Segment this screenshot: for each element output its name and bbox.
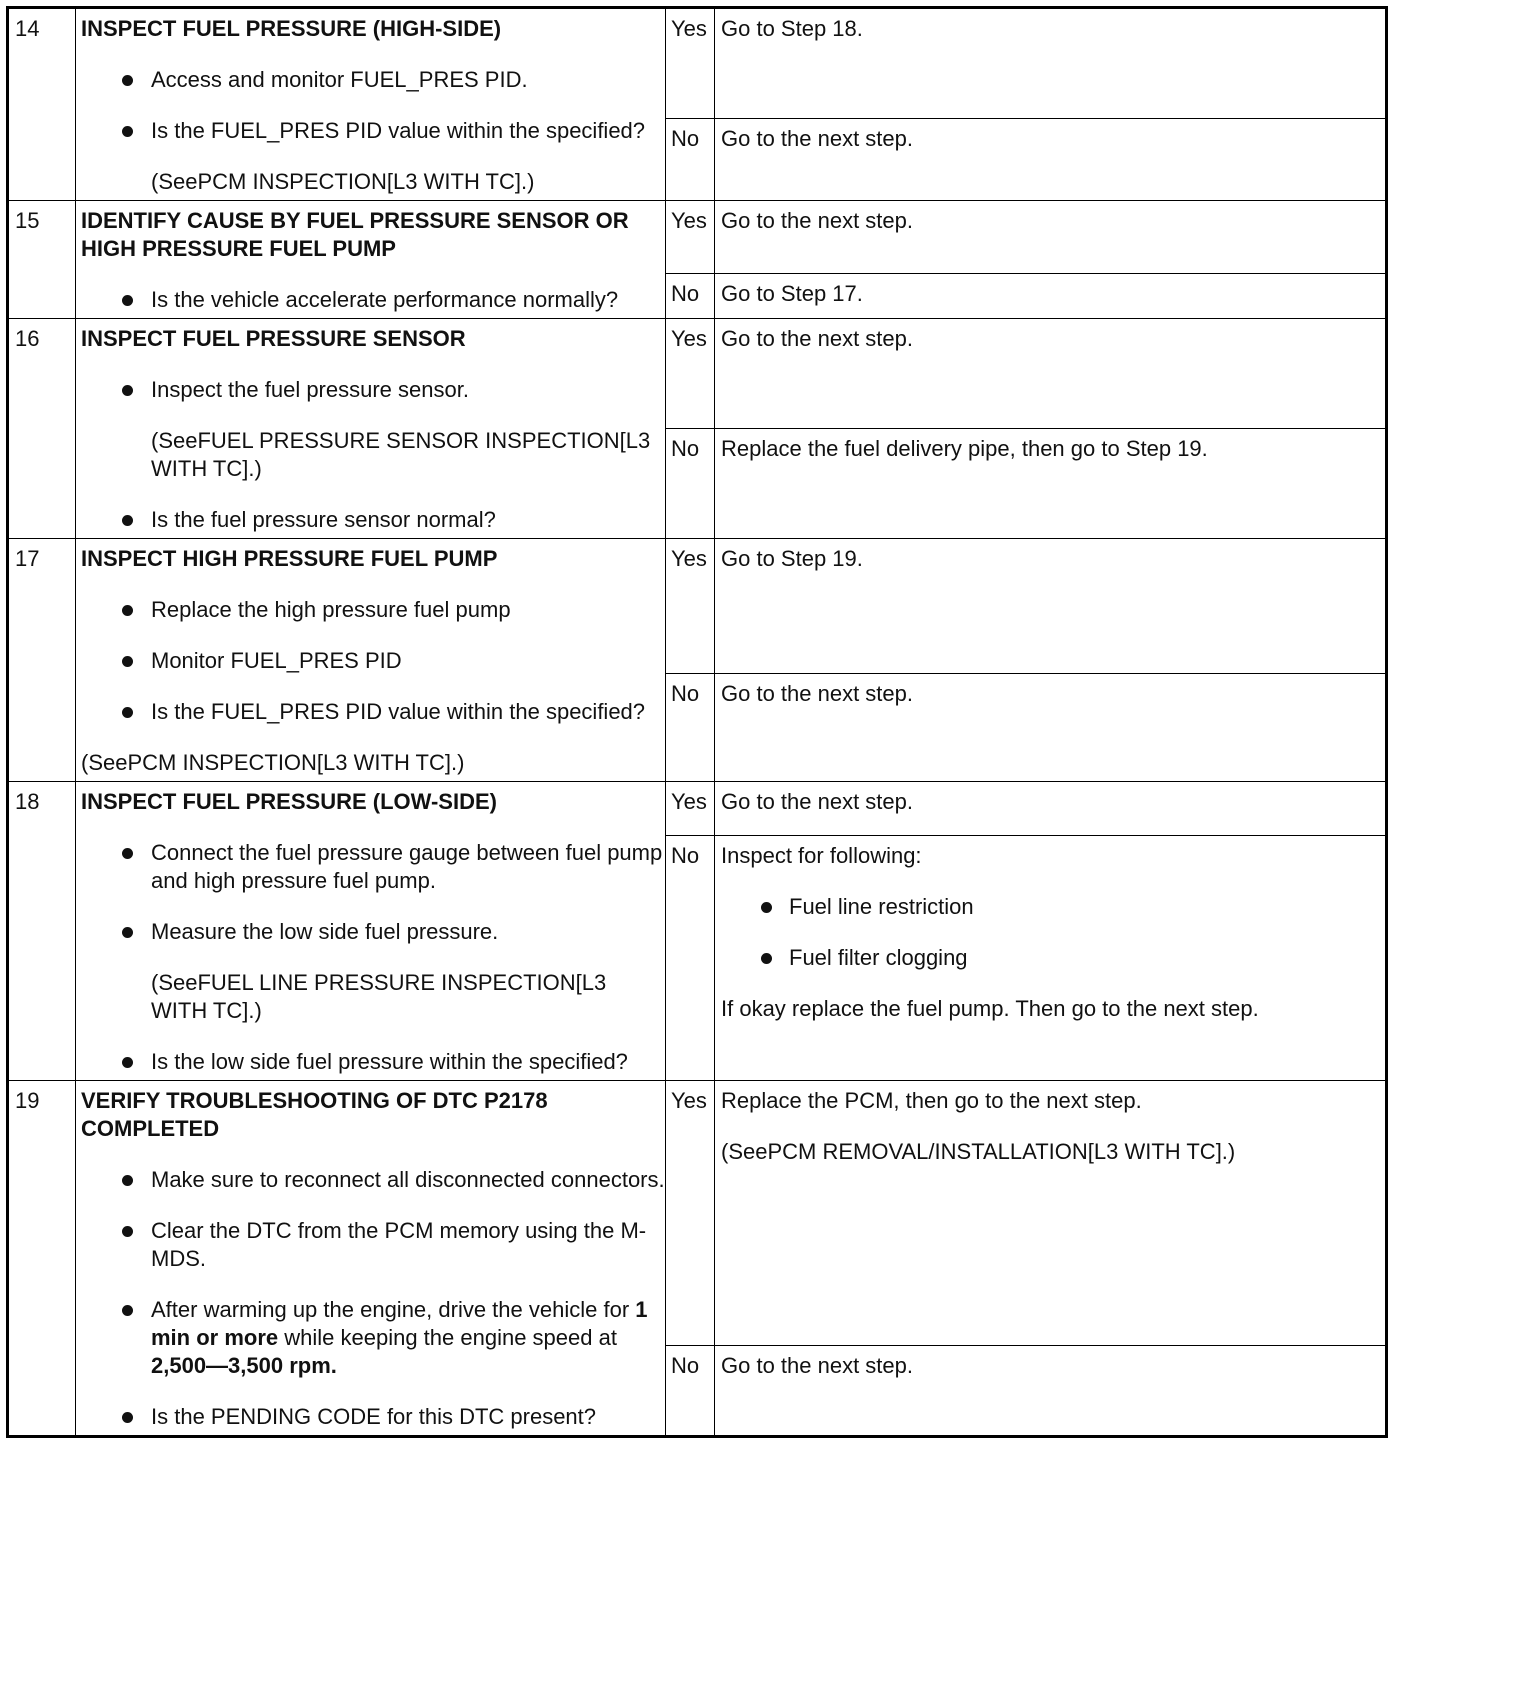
step-description [76,201,666,319]
reference-note: (SeePCM INSPECTION[L3 WITH TC].) [151,169,535,194]
step-heading: INSPECT FUEL PRESSURE (HIGH-SIDE) [81,16,502,41]
no-action: Go to the next step. [715,674,1387,782]
no-label: No [666,1346,715,1437]
step-bullet-item: Is the fuel pressure sensor normal? [76,506,665,534]
reference-note: (SeePCM REMOVAL/INSTALLATION[L3 WITH TC].) [721,1139,1236,1164]
reference-note: (SeeFUEL PRESSURE SENSOR INSPECTION[L3 WITH TC].) [151,428,651,481]
troubleshooting-table [6,6,1388,1438]
step-number: 17 [8,539,76,782]
drive-text: while keeping the engine speed at [278,1325,617,1350]
step-heading: VERIFY TROUBLESHOOTING OF DTC P2178 COMPLETED [81,1088,548,1141]
step-bullet-item: Connect the fuel pressure gauge between fuel pump and high pressure fuel pump. [76,839,665,895]
step-row-15-yes [8,201,1387,274]
step-bullet-item: Access and monitor FUEL_PRES PID. [76,66,665,94]
step-bullet-item: Is the low side fuel pressure within the specified? [76,1048,665,1076]
step-number: 15 [8,201,76,319]
yes-label: Yes [666,539,715,674]
no-action: Go to Step 17. [715,274,1387,319]
step-heading: INSPECT FUEL PRESSURE (LOW-SIDE) [81,789,497,814]
no-action-intro: Inspect for following: [721,843,922,868]
step-heading: IDENTIFY CAUSE BY FUEL PRESSURE SENSOR OR HIGH PRESSURE FUEL PUMP [81,208,629,261]
engine-speed-range: 2,500—3,500 rpm. [151,1353,337,1378]
step-bullet-item: Is the FUEL_PRES PID value within the specified? [76,117,665,145]
inspection-bullet-item: Fuel line restriction [721,893,1385,921]
step-bullet-item: Monitor FUEL_PRES PID [76,647,665,675]
no-action: Replace the fuel delivery pipe, then go to Step 19. [715,429,1387,539]
step-row-19-yes [8,1081,1387,1346]
reference-note: (SeePCM INSPECTION[L3 WITH TC].) [81,750,465,775]
no-action-block [715,836,1387,1081]
step-description [76,8,666,201]
yes-label: Yes [666,1081,715,1346]
no-label: No [666,119,715,201]
no-label: No [666,429,715,539]
step-bullet-item: Measure the low side fuel pressure. [76,918,665,946]
yes-action: Go to Step 19. [715,539,1387,674]
step-heading: INSPECT HIGH PRESSURE FUEL PUMP [81,546,498,571]
yes-action: Go to the next step. [715,201,1387,274]
step-bullet-item [76,1296,665,1380]
drive-duration: 1 min or more [151,1297,648,1350]
step-bullet-item: Is the PENDING CODE for this DTC present? [76,1403,665,1431]
yes-action-block [715,1081,1387,1346]
step-row-17-yes [8,539,1387,674]
step-number: 19 [8,1081,76,1437]
step-bullet-item: Is the vehicle accelerate performance normally? [76,286,665,314]
no-action: Go to the next step. [715,119,1387,201]
step-bullet-item: Clear the DTC from the PCM memory using the M-MDS. [76,1217,665,1273]
step-description [76,319,666,539]
yes-label: Yes [666,782,715,836]
yes-label: Yes [666,319,715,429]
step-bullet-item: Replace the high pressure fuel pump [76,596,665,624]
step-description [76,782,666,1081]
reference-note: (SeeFUEL LINE PRESSURE INSPECTION[L3 WITH TC].) [151,970,607,1023]
step-row-18-yes [8,782,1387,836]
no-action-outro: If okay replace the fuel pump. Then go to the next step. [721,996,1259,1021]
yes-label: Yes [666,8,715,119]
step-number: 18 [8,782,76,1081]
step-bullet-item: Is the FUEL_PRES PID value within the specified? [76,698,665,726]
yes-action: Go to the next step. [715,319,1387,429]
step-number: 14 [8,8,76,201]
step-row-14-yes [8,8,1387,119]
inspection-bullet-item: Fuel filter clogging [721,944,1385,972]
no-label: No [666,274,715,319]
step-bullet-item: Inspect the fuel pressure sensor. [76,376,665,404]
troubleshooting-document [6,6,1388,1438]
no-label: No [666,674,715,782]
step-row-16-yes [8,319,1387,429]
yes-action: Go to the next step. [715,782,1387,836]
step-heading: INSPECT FUEL PRESSURE SENSOR [81,326,466,351]
yes-action: Go to Step 18. [715,8,1387,119]
yes-label: Yes [666,201,715,274]
drive-text: After warming up the engine, drive the vehicle for [151,1297,636,1322]
yes-action: Replace the PCM, then go to the next step. [721,1088,1142,1113]
step-description [76,1081,666,1437]
step-bullet-item: Make sure to reconnect all disconnected connectors. [76,1166,665,1194]
step-number: 16 [8,319,76,539]
no-label: No [666,836,715,1081]
no-action: Go to the next step. [715,1346,1387,1437]
step-description [76,539,666,782]
